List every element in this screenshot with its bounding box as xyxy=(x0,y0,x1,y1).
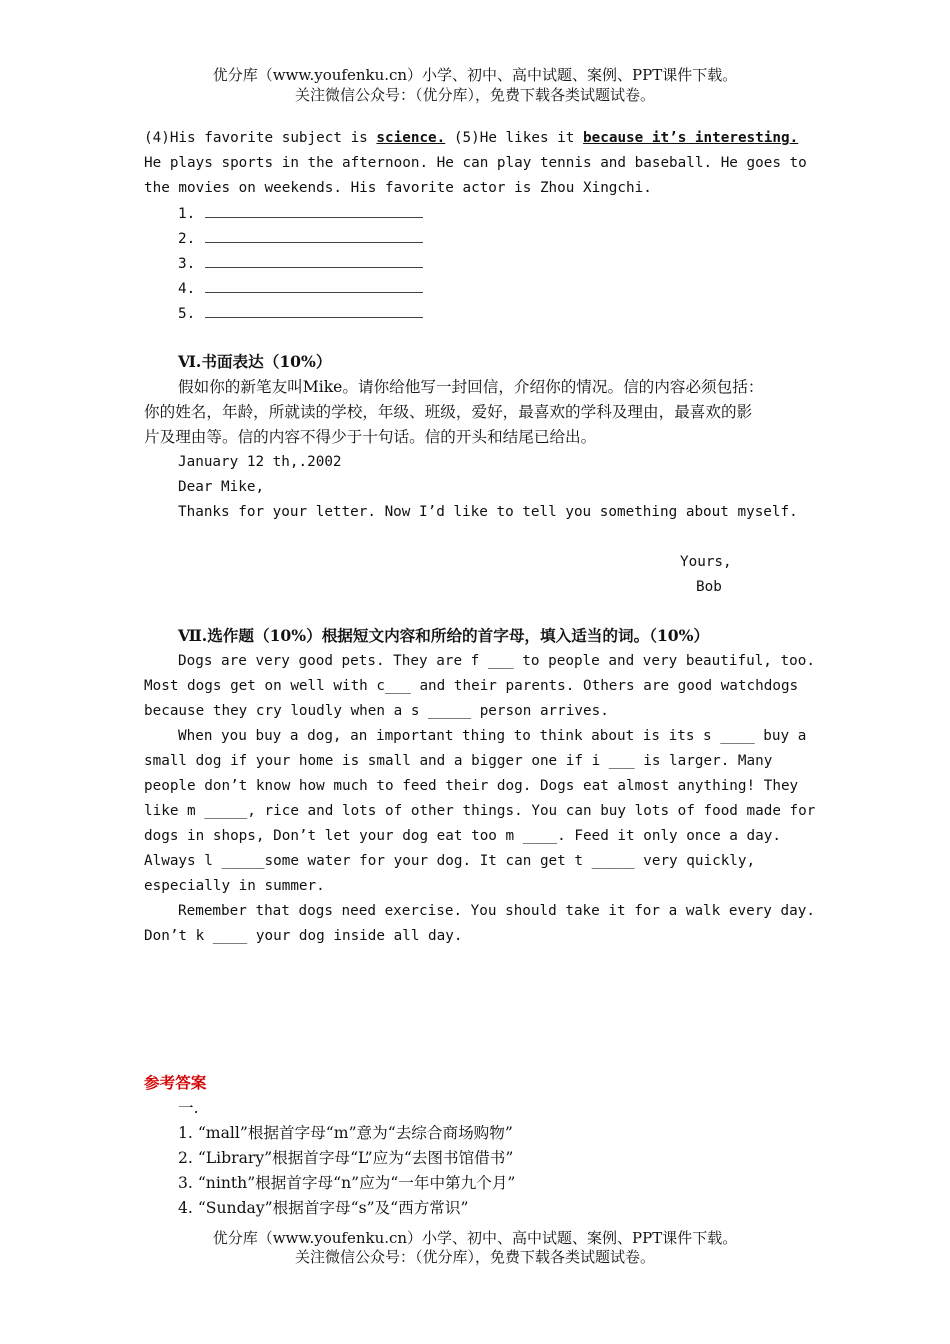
blank-line xyxy=(205,228,423,243)
passage-line: When you buy a dog, an important thing to think about is its s ____ buy a xyxy=(178,728,807,744)
passage-line: especially in summer. xyxy=(144,878,325,894)
question-blank-4 xyxy=(178,278,423,299)
blank-line xyxy=(205,278,423,293)
blank-number: 2. xyxy=(178,231,196,247)
passage-line: the movies on weekends. His favorite actor is Zhou Xingchi. xyxy=(144,180,652,196)
answer-item: 2. “Library”根据首字母“L”应为“去图书馆借书” xyxy=(178,1149,514,1167)
blank-line xyxy=(205,303,423,318)
underlined-answer-because: because it’s interesting. xyxy=(583,130,799,146)
blank-number: 3. xyxy=(178,256,196,272)
blank-line xyxy=(205,253,423,268)
section-6-instructions: 假如你的新笔友叫Mike。请你给他写一封回信，介绍你的情况。信的内容必须包括： xyxy=(178,378,764,396)
header-line-1: 优分库（www.youfenku.cn）小学、初中、高中试题、案例、PPT课件下载。 xyxy=(212,66,738,84)
answers-part-label: 一. xyxy=(178,1099,199,1117)
passage-line: because they cry loudly when a s _____ person arrives. xyxy=(144,703,609,719)
question-blank-3 xyxy=(178,253,423,274)
letter-closing: Yours, xyxy=(680,554,732,570)
passage-line: dogs in shops, Don’t let your dog eat too m ____. Feed it only once a day. xyxy=(144,828,781,844)
question-blank-2 xyxy=(178,228,423,249)
passage-line: Dogs are very good pets. They are f ___ to people and very beautiful, too. xyxy=(178,653,815,669)
passage-line: small dog if your home is small and a bigger one if i ___ is larger. Many xyxy=(144,753,773,769)
letter-date: January 12 th,.2002 xyxy=(178,454,342,470)
letter-signature: Bob xyxy=(696,579,722,595)
underlined-answer-science: science. xyxy=(376,130,446,146)
text-fragment: (4)His favorite subject is xyxy=(144,130,377,146)
passage-line: people don’t know how much to feed their dog. Dogs eat almost anything! They xyxy=(144,778,799,794)
passage-line: like m _____, rice and lots of other things. You can buy lots of food made for xyxy=(144,803,816,819)
letter-opening: Thanks for your letter. Now I’d like to tell you something about myself. xyxy=(178,504,798,520)
section-7-title: Ⅶ.选作题（10%）根据短文内容和所给的首字母，填入适当的词。（10%） xyxy=(178,626,710,645)
header-line-2: 关注微信公众号：（优分库），免费下载各类试题试卷。 xyxy=(294,86,655,104)
footer-line-1: 优分库（www.youfenku.cn）小学、初中、高中试题、案例、PPT课件下载。 xyxy=(212,1229,738,1247)
blank-number: 4. xyxy=(178,281,196,297)
text-fragment: (5)He likes it xyxy=(445,130,584,146)
answer-line-4-5 xyxy=(144,128,798,148)
question-blank-1 xyxy=(178,203,423,224)
blank-number: 1. xyxy=(178,206,196,222)
blank-number: 5. xyxy=(178,306,196,322)
letter-greeting: Dear Mike, xyxy=(178,479,265,495)
answer-item: 3. “ninth”根据首字母“n”应为“一年中第九个月” xyxy=(178,1174,516,1192)
passage-line: He plays sports in the afternoon. He can play tennis and baseball. He goes to xyxy=(144,155,807,171)
passage-line: Always l _____some water for your dog. It can get t _____ very quickly, xyxy=(144,853,756,869)
section-6-instructions: 片及理由等。信的内容不得少于十句话。信的开头和结尾已给出。 xyxy=(144,428,597,446)
answer-item: 1. “mall”根据首字母“m”意为“去综合商场购物” xyxy=(178,1124,513,1142)
passage-line: Most dogs get on well with c___ and their parents. Others are good watchdogs xyxy=(144,678,799,694)
answer-item: 4. “Sunday”根据首字母“s”及“西方常识” xyxy=(178,1199,469,1217)
passage-line: Don’t k ____ your dog inside all day. xyxy=(144,928,463,944)
question-blank-5 xyxy=(178,303,423,324)
blank-line xyxy=(205,203,423,218)
section-6-instructions: 你的姓名，年龄，所就读的学校，年级、班级，爱好，最喜欢的学科及理由，最喜欢的影 xyxy=(144,403,753,421)
passage-line: Remember that dogs need exercise. You should take it for a walk every day. xyxy=(178,903,815,919)
section-6-title: Ⅵ.书面表达（10%） xyxy=(178,352,332,371)
answers-title: 参考答案 xyxy=(144,1073,207,1092)
footer-line-2: 关注微信公众号：（优分库），免费下载各类试题试卷。 xyxy=(294,1248,655,1266)
